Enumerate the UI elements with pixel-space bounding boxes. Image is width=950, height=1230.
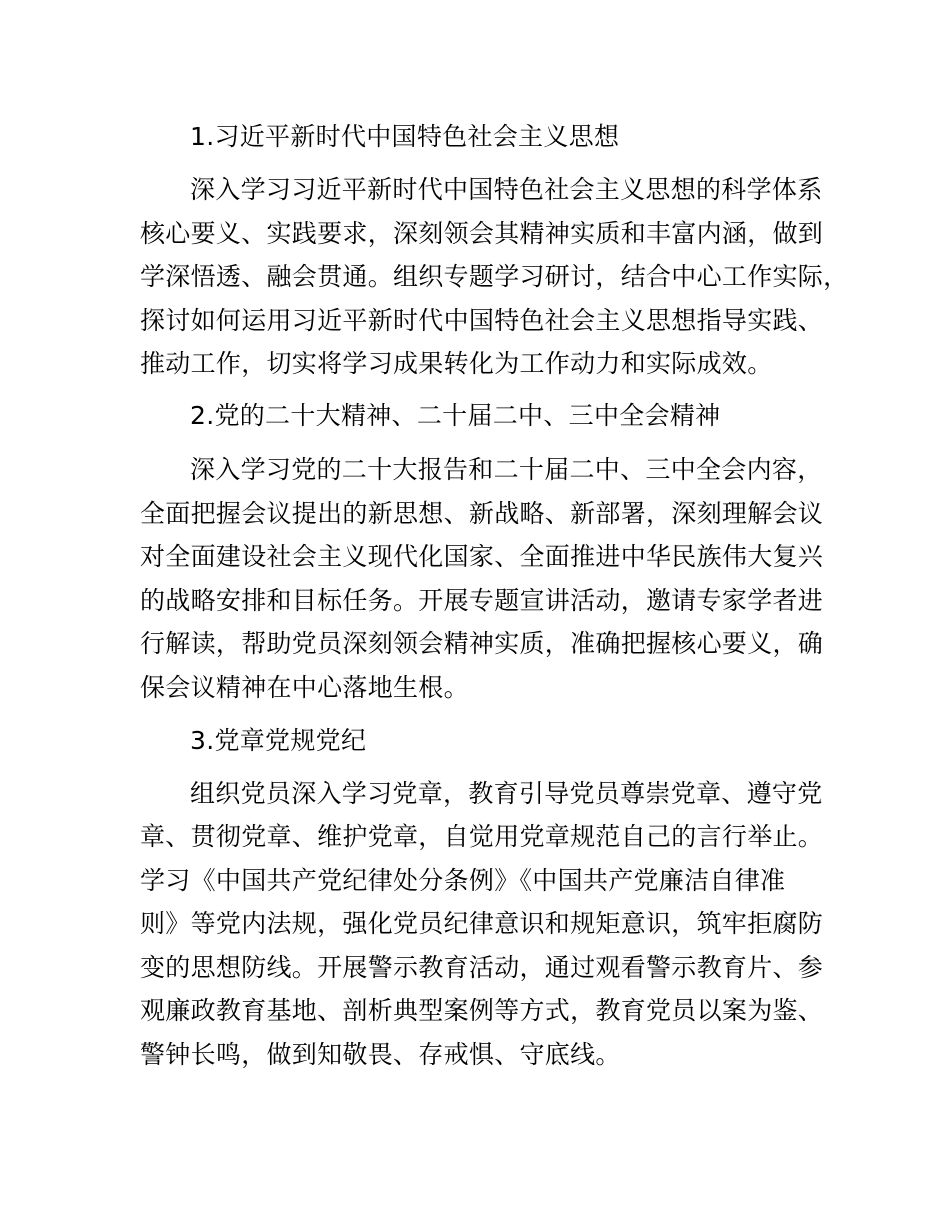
paragraph-line: 深入学习习近平新时代中国特色社会主义思想的科学体系 [190, 175, 823, 204]
paragraph-line: 学习《中国共产党纪律处分条例》《中国共产党廉洁自律准 [140, 866, 786, 895]
paragraph-line: 警钟长鸣，做到知敬畏、存戒惧、守底线。 [140, 1040, 621, 1069]
paragraph-line: 学深悟透、融会贯通。组织专题学习研讨，结合中心工作实际， [140, 262, 849, 291]
paragraph-line: 变的思想防线。开展警示教育活动，通过观看警示教育片、参 [140, 953, 824, 982]
section-heading-1: 1.习近平新时代中国特色社会主义思想 [190, 122, 620, 151]
paragraph-line: 推动工作，切实将学习成果转化为工作动力和实际成效。 [140, 349, 773, 378]
paragraph-line: 核心要义、实践要求，深刻领会其精神实质和丰富内涵，做到 [140, 219, 824, 248]
paragraph-line: 的战略安排和目标任务。开展专题宣讲活动，邀请专家学者进 [140, 586, 824, 615]
paragraph-line: 对全面建设社会主义现代化国家、全面推进中华民族伟大复兴 [140, 542, 824, 571]
paragraph-line: 全面把握会议提出的新思想、新战略、新部署，深刻理解会议 [140, 499, 824, 528]
paragraph-line: 保会议精神在中心落地生根。 [140, 673, 469, 702]
paragraph-line: 观廉政教育基地、剖析典型案例等方式，教育党员以案为鉴、 [140, 996, 824, 1025]
paragraph-line: 则》等党内法规，强化党员纪律意识和规矩意识，筑牢拒腐防 [140, 909, 824, 938]
section-heading-3: 3.党章党规党纪 [190, 726, 367, 755]
paragraph-line: 组织党员深入学习党章，教育引导党员尊崇党章、遵守党 [190, 779, 823, 808]
section-heading-2: 2.党的二十大精神、二十届二中、三中全会精神 [190, 401, 721, 430]
paragraph-line: 行解读，帮助党员深刻领会精神实质，准确把握核心要义，确 [140, 629, 824, 658]
paragraph-line: 探讨如何运用习近平新时代中国特色社会主义思想指导实践、 [140, 306, 824, 335]
paragraph-line: 章、贯彻党章、维护党章，自觉用党章规范自己的言行举止。 [140, 822, 824, 851]
paragraph-line: 深入学习党的二十大报告和二十届二中、三中全会内容， [190, 455, 823, 484]
